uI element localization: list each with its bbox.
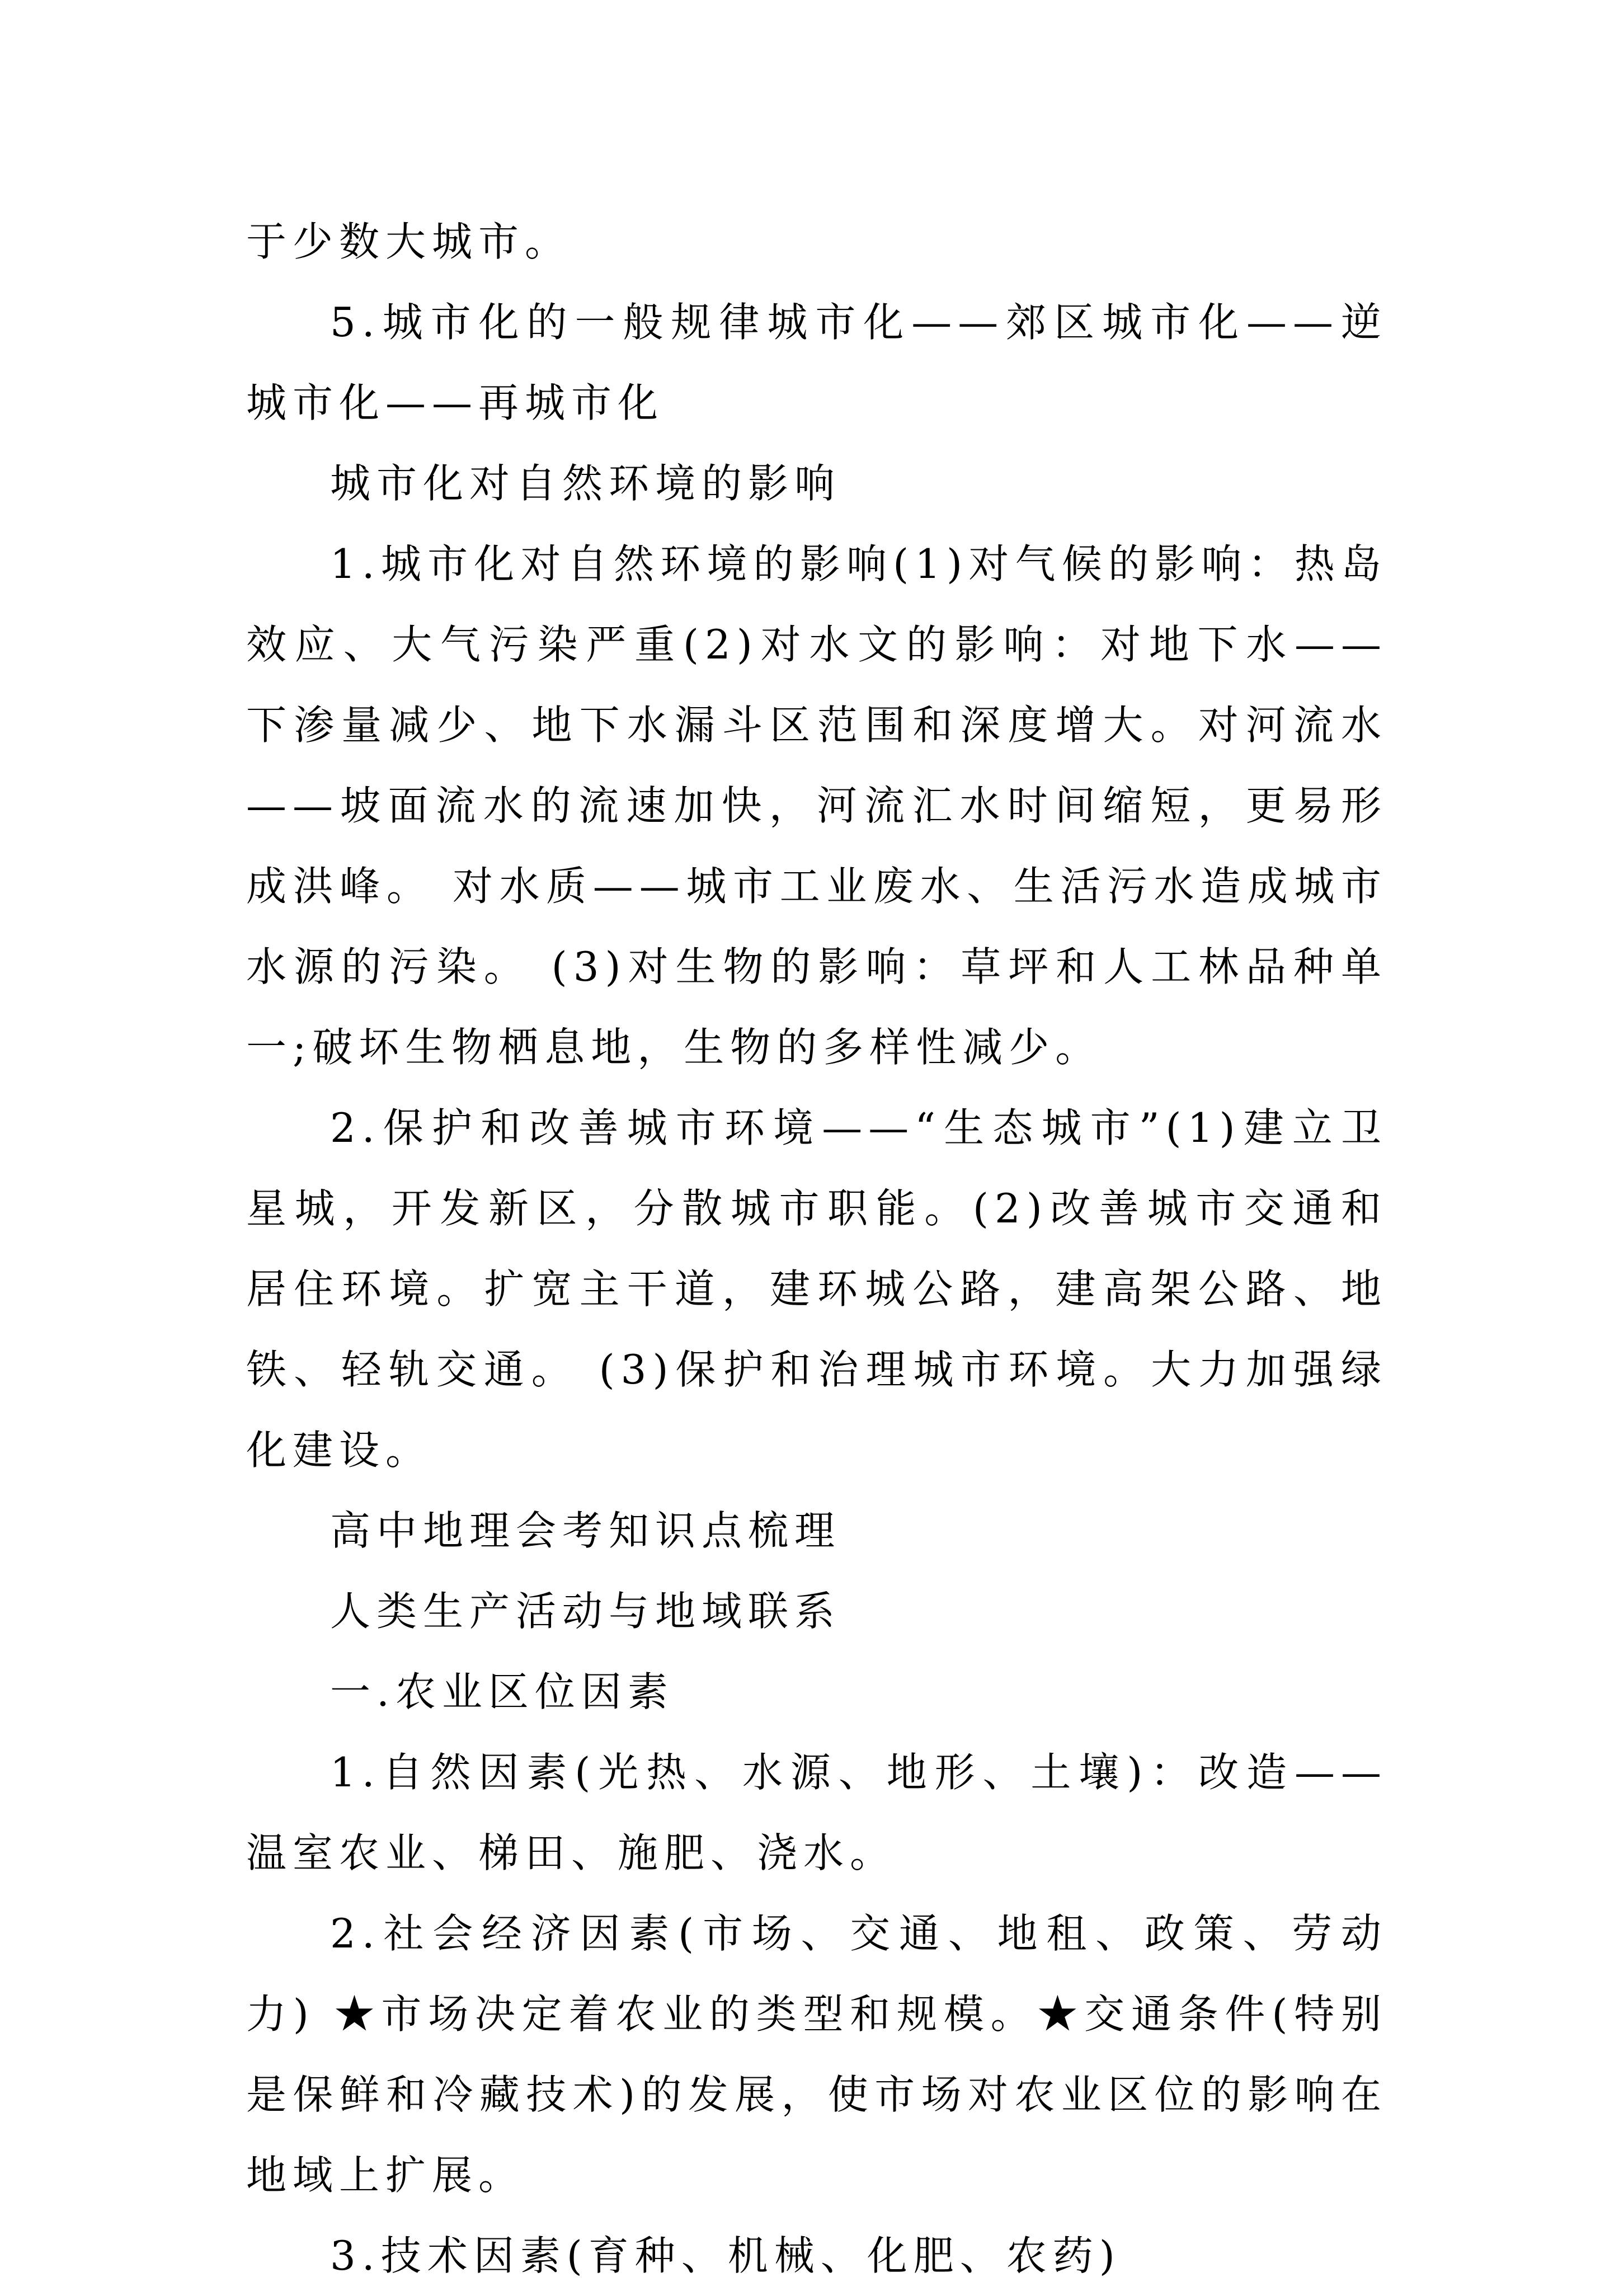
paragraph: 1.城市化对自然环境的影响(1)对气候的影响：热岛效应、大气污染严重(2)对水文的影响：对地下水——下渗量减少、地下水漏斗区范围和深度增大。对河流水——坡面流水的流速加快，河流汇水时间缩短，更易形成洪峰。 对水质——城市工业废水、生活污水造成城市水源的污染。 (3)对生物的影响：草坪和人工林品种单一;破坏生物栖息地，生物的多样性减少。 (246, 540, 1387, 1071)
paragraph: 2.保护和改善城市环境——“生态城市”(1)建立卫星城，开发新区，分散城市职能。(2)改善城市交通和居住环境。扩宽主干道，建环城公路，建高架公路、地铁、轻轨交通。 (3)保护和治理城市环境。大力加强绿化建设。 (246, 1104, 1387, 1474)
paragraph: 3.技术因素(育种、机械、化肥、农药) (330, 2232, 1121, 2279)
document-body (246, 201, 1387, 2296)
paragraph: 于少数大城市。 (246, 218, 572, 265)
section-heading: 城市化对自然环境的影响 (330, 460, 841, 507)
paragraph: 5.城市化的一般规律城市化——郊区城市化——逆城市化——再城市化 (246, 299, 1387, 426)
section-heading: 人类生产活动与地域联系 (330, 1588, 841, 1635)
section-heading: 一.农业区位因素 (330, 1668, 674, 1715)
paragraph: 1.自然因素(光热、水源、地形、土壤)：改造——温室农业、梯田、施肥、浇水。 (246, 1749, 1387, 1876)
section-heading: 高中地理会考知识点梳理 (330, 1507, 841, 1554)
paragraph: 2.社会经济因素(市场、交通、地租、政策、劳动力) ★市场决定着农业的类型和规模。★交通条件(特别是保鲜和冷藏技术)的发展，使市场对农业区位的影响在地域上扩展。 (246, 1910, 1387, 2199)
